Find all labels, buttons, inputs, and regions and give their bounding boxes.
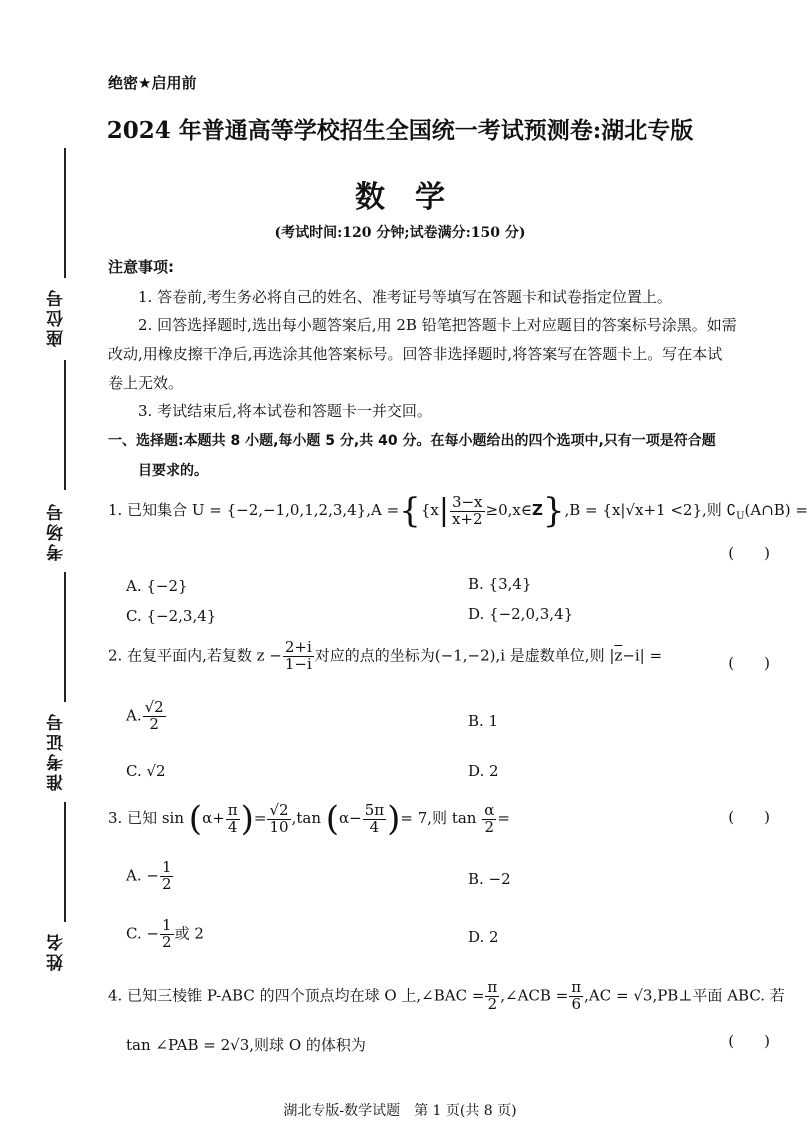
notice-item-2: 2. 回答选择题时,选出每小题答案后,用 2B 铅笔把答题卡上对应题目的答案标号涂黑。如需 [138, 316, 737, 334]
name-label: 姓名 [47, 931, 67, 971]
question-1-option-b: B. {3,4} [468, 575, 532, 593]
question-2-answer-paren: ( ) [728, 654, 770, 672]
question-2-option-b: B. 1 [468, 712, 499, 730]
notice-item-3: 3. 考试结束后,将本试卷和答题卡一并交回。 [138, 402, 432, 420]
admission-label: 准考证号 [47, 711, 67, 791]
question-4-answer-paren: ( ) [728, 1032, 770, 1050]
notice-item-2-cont: 改动,用橡皮擦干净后,再选涂其他答案标号。回答非选择题时,将答案写在答题卡上。写在本试 [108, 345, 723, 363]
question-4-stem-cont: tan ∠PAB = 2√3,则球 O 的体积为 [126, 1036, 366, 1054]
question-1-answer-paren: ( ) [728, 544, 770, 562]
seat-label: 座位号 [47, 287, 67, 347]
question-2-option-a: A. $\frac{√2}{2}$ [126, 698, 164, 733]
subject-title: 数 学 [355, 180, 445, 215]
question-3-option-d: D. 2 [468, 928, 499, 946]
question-3-option-a: A. − $\frac{1}{2}$ [126, 858, 172, 893]
admission-line [64, 572, 66, 702]
question-1-stem: 1. 已知集合 U = {−2,−1,0,1,2,3,4},A ={{x| $\frac{3-x}{x+2}$ ≥0,x∈Z},B = {x|√x+1 <2},则 $∁_U(A\cap B)$ = [108, 491, 808, 531]
room-line [64, 360, 66, 490]
question-1-option-a: A. {−2} [126, 577, 188, 595]
room-label: 考场号 [47, 501, 67, 561]
question-2-option-c: C. √2 [126, 762, 166, 780]
question-1-option-c: C. {−2,3,4} [126, 607, 217, 625]
secret-label: 绝密★启用前 [108, 74, 197, 92]
notice-item-2-end: 卷上无效。 [108, 374, 184, 392]
question-2-option-d: D. 2 [468, 762, 499, 780]
section-heading: 一、选择题:本题共 8 小题,每小题 5 分,共 40 分。在每小题给出的四个选项中,只有一项是符合题 [108, 433, 716, 449]
exam-title: 2024 年普通高等学校招生全国统一考试预测卷:湖北专版 [106, 117, 694, 144]
name-line [64, 802, 66, 922]
question-3-stem: 3. 已知 sin (α+ $\frac{\pi}{4}$ )= $\frac{√2}{10}$ ,tan (α− $\frac{5\pi}{4}$ )= 7,则 tan $\frac{\alpha}{2}$ = [108, 799, 510, 839]
question-3-option-c: C. − $\frac{1}{2}$ 或 2 [126, 916, 204, 951]
question-3-answer-paren: ( ) [728, 808, 770, 826]
section-heading-cont: 目要求的。 [138, 463, 208, 479]
question-4-stem: 4. 已知三棱锥 P-ABC 的四个顶点均在球 O 上,∠BAC = $\frac{\pi}{2}$ ,∠ACB = $\frac{\pi}{6}$ ,AC = √3,PB⊥平面 ABC. 若 [108, 978, 785, 1013]
question-1-option-d: D. {−2,0,3,4} [468, 605, 574, 623]
notice-item-1: 1. 答卷前,考生务必将自己的姓名、准考证号等填写在答题卡和试卷指定位置上。 [138, 288, 672, 306]
question-3-option-b: B. −2 [468, 870, 511, 888]
question-2-stem: 2. 在复平面内,若复数 z − $\frac{2+i}{1-i}$ 对应的点的坐标为(−1,−2),i 是虚数单位,则 $|\overline{z}-i|$ = [108, 638, 663, 673]
exam-info: (考试时间:120 分钟;试卷满分:150 分) [274, 225, 526, 241]
notice-heading: 注意事项: [108, 258, 174, 276]
page-footer: 湖北专版-数学试题 第 1 页(共 8 页) [283, 1103, 517, 1119]
